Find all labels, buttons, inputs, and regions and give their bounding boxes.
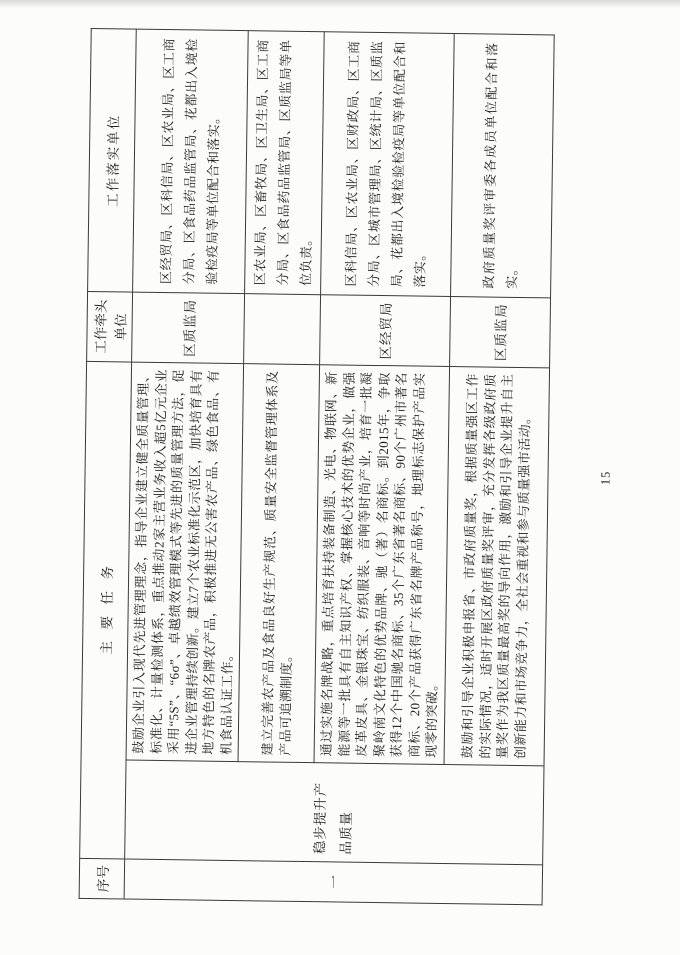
lead-unit-cell-3: 区经贸局 (319, 294, 449, 366)
table-row (124, 29, 248, 900)
implement-unit-cell-3: 区科信局、区农业局、区财政局、区工商分局、区城市管理局、区统计局、区质监局、花都出入境检验检疫局等单位配合和落实。 (320, 31, 453, 296)
lead-unit-cell-2 (243, 293, 320, 364)
header-implement-unit: 工作落实单位 (87, 28, 136, 292)
task-cell-1: 鼓励企业引入现代先进管理理念，指导企业建立健全质量管理、标准化、计量检测体系，重点推动2家主营业务收入超5亿元企业采用“5S”、“6σ”、卓越绩效管理模式等先进的质量管理方法，促进企业管理持续创新。建立7个农业标准化示范区，加快培育具有地方特色的名牌农产品，积极推进无公害农产品、绿色食品、有机食品认证工作。 (126, 362, 244, 762)
header-serial: 序号 (79, 858, 125, 899)
task-title-cell: 稳步提升产品质量 (124, 760, 543, 865)
implement-unit-cell-2: 区农业局、区畜牧局、区卫生局、区工商分局、区食品药品监管局、区质监局等单位负责。 (244, 30, 324, 294)
header-main-tasks: 主要任务 (79, 361, 131, 859)
lead-unit-cell-4: 区质监局 (449, 296, 550, 367)
implement-unit-cell-1: 区经贸局、区科信局、区农业局、区工商分局、区食品药品监管局、花都出入境检验检疫局等单位配合和落实。 (132, 29, 248, 294)
task-cell-2: 建立完善农产品及食品良好生产规范、质量安全监督管理体系及产品可追溯制度。 (238, 363, 320, 762)
task-cell-4: 鼓励和引导企业积极申报省、市政府质量奖，根据质量强区工作的实际情况，适时开展区政府质量奖评审，充分发挥各级政府质量奖作为我区质量最高奖的导向作用，激励和引导企业提升自主创新能力和市场竞争力，全社会重视和参与质量强市活动。 (443, 366, 549, 765)
serial-cell: 一 (124, 859, 542, 905)
lead-unit-cell-1: 区质监局 (131, 292, 244, 364)
task-cell-3: 通过实施名牌战略，重点培育扶持装备制造、光电、物联网、新能源等一批具有自主知识产权、掌握核心技术的优势企业，做强皮革皮具、金银珠宝、纺织服装、音响等时尚产业，培育一批凝聚岭南文化特色的优势品牌、驰（著）名商标。到2015年，争取获得12个中国驰名商标、35个广东省著名商标、90个广州市著名商标、20个产品获得广东省名牌产品称号，地理标志保护产品实现零的突破。 (314, 364, 449, 764)
tasks-table (78, 27, 554, 904)
header-lead-unit: 工作牵头单位 (86, 291, 132, 362)
implement-unit-cell-4: 政府质量奖评审委各成员单位配合和落实。 (450, 33, 554, 297)
page-number: 15 (597, 470, 613, 485)
